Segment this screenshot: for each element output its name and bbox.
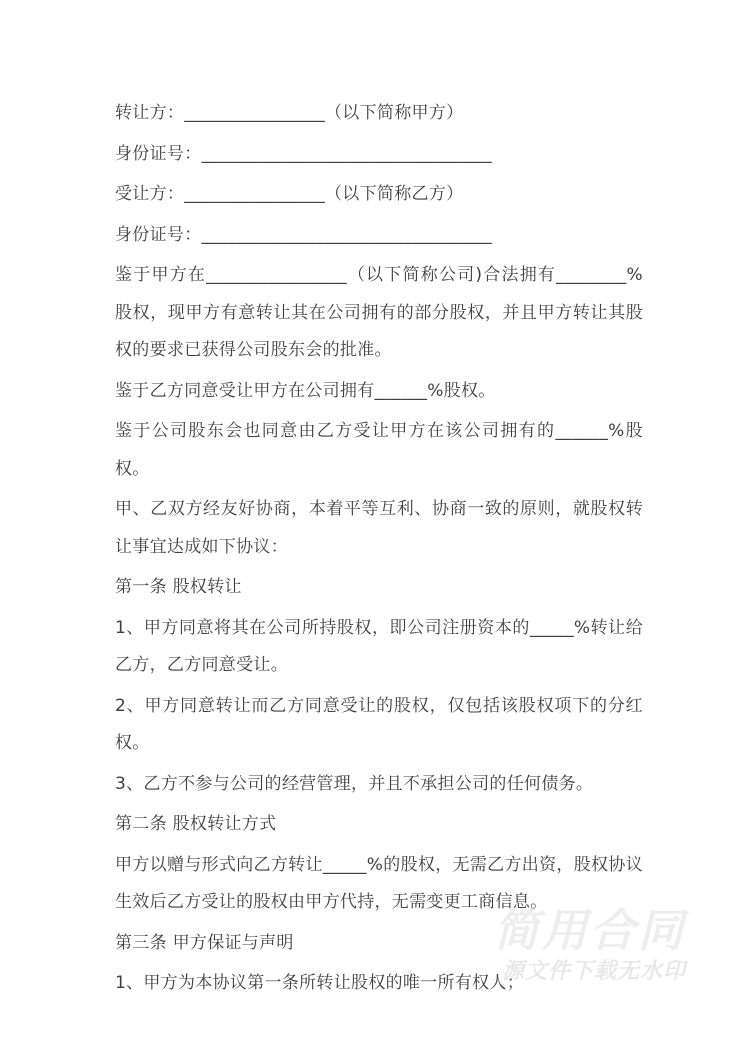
recital-shareholders-consent: 鉴于公司股东会也同意由乙方受让甲方在该公司拥有的______%股权。 <box>115 421 643 479</box>
watermark-subtitle: 源文件下载无水印 <box>501 959 686 984</box>
article-2-body: 甲方以赠与形式向乙方转让_____%的股权，无需乙方出资，股权协议生效后乙方受让的股权由甲方代持，无需变更工商信息。 <box>115 854 643 912</box>
article-1-heading: 第一条 股权转让 <box>115 577 242 597</box>
watermark-title: 简用合同 <box>493 904 686 957</box>
article-1-clause-2: 2、甲方同意转让而乙方同意受让的股权，仅包括该股权项下的分红权。 <box>115 695 643 753</box>
recital-agreement-intro: 甲、乙双方经友好协商，本着平等互利、协商一致的原则，就股权转让事宜达成如下协议： <box>115 499 643 557</box>
article-1-clause-3: 3、乙方不参与公司的经营管理，并且不承担公司的任何债务。 <box>115 773 594 794</box>
transferor-id-line: 身份证号：_________________________________ <box>115 143 492 164</box>
transferee-id-line: 身份证号：_________________________________ <box>115 224 492 245</box>
article-2-heading: 第二条 股权转让方式 <box>115 814 277 834</box>
transferee-line: 受让方：________________（以下简称乙方） <box>115 184 464 204</box>
article-3-heading: 第三条 甲方保证与声明 <box>115 932 294 953</box>
transferor-line: 转让方：________________（以下简称甲方） <box>115 103 464 123</box>
contract-body <box>115 95 643 1006</box>
article-3-clause-1: 1、甲方为本协议第一条所转让股权的唯一所有权人； <box>115 973 525 993</box>
recital-company-ownership: 鉴于甲方在________________（以下简称公司)合法拥有________%股权，现甲方有意转让其在公司拥有的部分股权，并且甲方转让其股权的要求已获得公司股东会的批准。 <box>115 265 643 360</box>
recital-transferee-consent: 鉴于乙方同意受让甲方在公司拥有______%股权。 <box>115 380 496 401</box>
article-1-clause-1: 1、甲方同意将其在公司所持股权，即公司注册资本的_____%转让给乙方，乙方同意受让。 <box>115 617 643 675</box>
